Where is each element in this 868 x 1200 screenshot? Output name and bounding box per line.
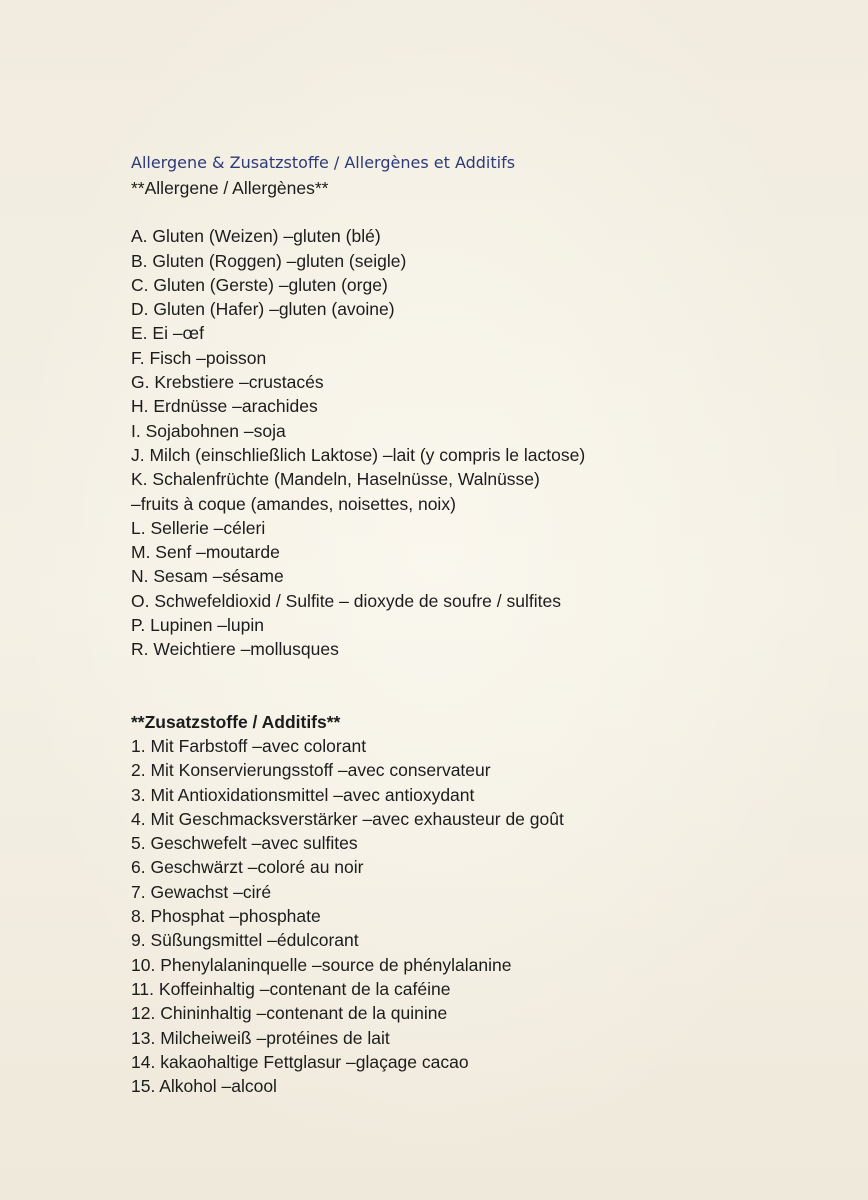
list-item: P. Lupinen –lupin: [131, 615, 264, 636]
list-item: F. Fisch –poisson: [131, 347, 267, 368]
list-item: E. Ei –œf: [131, 323, 204, 344]
list-item: 6. Geschwärzt –coloré au noir: [131, 857, 364, 878]
allergens-list: [131, 224, 831, 661]
list-item: D. Gluten (Hafer) –gluten (avoine): [131, 299, 395, 320]
document-sheet: [131, 150, 831, 1098]
list-item: 2. Mit Konservierungsstoff –avec conservateur: [131, 760, 491, 781]
list-item: 1. Mit Farbstoff –avec colorant: [131, 735, 367, 756]
list-item: 7. Gewachst –ciré: [131, 881, 272, 902]
allergens-title: **Allergene / Allergènes**: [131, 178, 329, 198]
list-item: K. Schalenfrüchte (Mandeln, Haselnüsse, Walnüsse): [131, 469, 540, 490]
additives-title: **Zusatzstoffe / Additifs**: [131, 711, 341, 732]
list-item: N. Sesam –sésame: [131, 566, 284, 587]
list-item: H. Erdnüsse –arachides: [131, 396, 318, 417]
list-item: 10. Phenylalaninquelle –source de phénylalanine: [131, 954, 512, 975]
additives-list: [131, 734, 831, 1098]
list-item: O. Schwefeldioxid / Sulfite – dioxyde de soufre / sulfites: [131, 590, 561, 611]
list-item: 14. kakaohaltige Fettglasur –glaçage cacao: [131, 1051, 469, 1072]
list-item: 4. Mit Geschmacksverstärker –avec exhausteur de goût: [131, 808, 564, 829]
list-item: 3. Mit Antioxidationsmittel –avec antioxydant: [131, 784, 475, 805]
list-item: I. Sojabohnen –soja: [131, 420, 286, 441]
list-item: 11. Koffeinhaltig –contenant de la caféine: [131, 978, 451, 999]
list-item: 13. Milcheiweiß –protéines de lait: [131, 1027, 390, 1048]
list-item: C. Gluten (Gerste) –gluten (orge): [131, 274, 388, 295]
list-item: 8. Phosphat –phosphate: [131, 906, 321, 927]
list-item: 12. Chininhaltig –contenant de la quinine: [131, 1003, 448, 1024]
spacer: [131, 200, 831, 224]
list-item: –fruits à coque (amandes, noisettes, noix): [131, 493, 456, 514]
list-item: L. Sellerie –céleri: [131, 517, 266, 538]
list-item: 15. Alkohol –alcool: [131, 1076, 277, 1097]
list-item: J. Milch (einschließlich Laktose) –lait (y compris le lactose): [131, 444, 586, 465]
document-heading: Allergene & Zusatzstoffe / Allergènes et Additifs: [131, 153, 516, 172]
list-item: B. Gluten (Roggen) –gluten (seigle): [131, 250, 407, 271]
list-item: R. Weichtiere –mollusques: [131, 639, 339, 660]
spacer: [131, 662, 831, 710]
list-item: M. Senf –moutarde: [131, 542, 280, 563]
list-item: A. Gluten (Weizen) –gluten (blé): [131, 226, 381, 247]
list-item: G. Krebstiere –crustacés: [131, 372, 324, 393]
list-item: 9. Süßungsmittel –édulcorant: [131, 930, 359, 951]
list-item: 5. Geschwefelt –avec sulfites: [131, 833, 358, 854]
